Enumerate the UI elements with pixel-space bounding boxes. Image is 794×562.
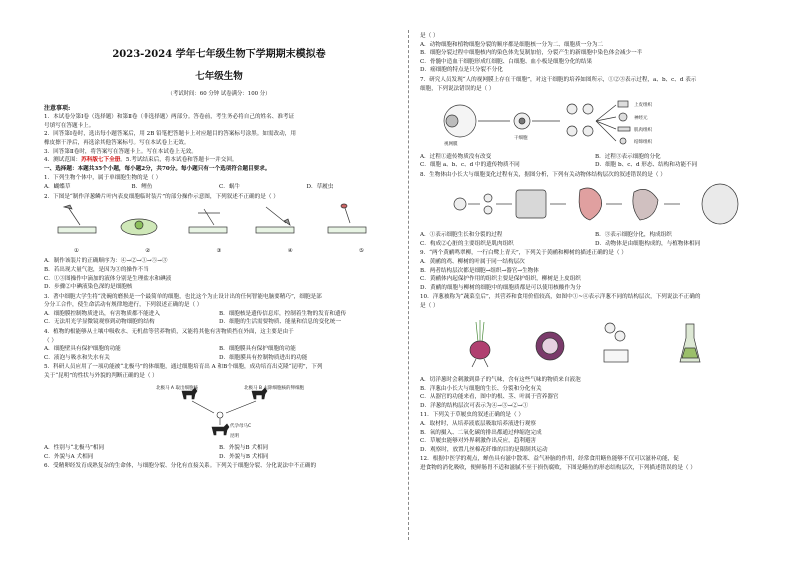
option: A．细胞膜控制物质进出，有害物质都不能进入 xyxy=(44,310,160,317)
option: B．鲤鱼 xyxy=(131,183,153,190)
question-4-options-row2 xyxy=(44,354,394,363)
question-12-line: 12．根据中医学的观点，蝉鱼具有滋中散寒、益气补脑的作用，经常食用鳝鱼能够不仅可以滋补功能，促 xyxy=(420,456,679,463)
option: A．制作该装片的正确顺序为：④→②→①→⑤→③ xyxy=(44,258,168,265)
option: D．草履虫 xyxy=(306,183,334,190)
question-8-options xyxy=(420,231,770,240)
notice-item: 2．回答第Ⅰ卷时，选出每小题答案后，用 2B 铅笔把答题卡上对应题目的答案标号涂黑。如需改动，用 xyxy=(44,131,296,138)
option: C．蜗牛 xyxy=(219,183,241,190)
clone-diagram-illustration xyxy=(44,383,394,439)
question-4-line: （ ） xyxy=(44,337,57,344)
question-12-line: 进食物的消化吸收，便鲜肠胃不适和滋腻不至于损伤腐败，下图是鳝鱼的形态结构层次，下列描述错误的是（ ） xyxy=(420,465,696,471)
question-5-line: 关于“昆明”的性状与外貌的判断正确的是（ ） xyxy=(44,373,158,380)
question-4-line: 4．植物的根能够从土壤中吸收水、无机盐等营养物质，又能将其他有害物质挡在外面，这主要是由于 xyxy=(44,329,294,336)
option: B．③表示细胞分化，构成组织 xyxy=(595,232,672,239)
option: B．氧的摄入、二氧化碳的排出都通过伸缩泡完成 xyxy=(420,429,542,436)
option: D．细胞的生活需要物质、能量和信息的变化统一 xyxy=(219,319,341,326)
notice-item-4 xyxy=(44,156,394,165)
column-divider xyxy=(408,30,409,540)
diagram-label: 上皮组织 xyxy=(634,103,652,109)
option: C．①③图操作中滴加的液体分别是生理盐水和碘液 xyxy=(44,275,172,282)
section-heading: 一、选择题：本题共35个小题，每小题2分，共70分。每小题只有一个选项符合题目要求。 xyxy=(44,165,271,172)
option: D．细胞膜具有控制物质进出的功能 xyxy=(219,354,308,361)
question-3-options-row2 xyxy=(44,318,394,327)
figure-step-labels xyxy=(44,247,394,256)
question-2: 2．下图是“制作洋葱鳞片叶内表皮细胞临时装片”的部分操作示意图，下列叙述不正确的是（ ） xyxy=(44,193,279,200)
option: A．细胞壁具有保护细胞的功能 xyxy=(44,346,121,353)
option: B．若出现大量气泡，是因为③的操作不当 xyxy=(44,266,149,273)
step-label: ④ xyxy=(287,247,293,254)
option: B．两者结构层次都是细胞→组织→器官→生物体 xyxy=(420,267,539,274)
step-label: ⑤ xyxy=(358,247,364,254)
diagram-label: 肌肉组织 xyxy=(634,128,652,134)
step-label: ① xyxy=(74,247,80,254)
step-label: ② xyxy=(145,247,151,254)
clone-label: 北极马 B 去除细胞核的卵细胞 xyxy=(244,385,304,391)
option: C．无法用光学显微镜观察到动物细胞的结构 xyxy=(44,319,155,326)
option: C．细胞 a、b、c、d 中的遗传物质不同 xyxy=(420,162,520,169)
notice-item4-suffix: 。5.考试结束后，将本试卷和答题卡一并交回。 xyxy=(120,157,238,164)
question-11: 11．下列关于草履虫的叙述正确的是（ ） xyxy=(420,412,524,419)
option: D．动物体是由细胞构成的，与植物体相同 xyxy=(595,240,701,247)
option: A．过程①遗传物质没有改变 xyxy=(420,153,492,160)
notice-heading: 注意事项: xyxy=(44,104,71,112)
option: C．液泡与吸水和失水有关 xyxy=(44,354,110,361)
option: B．细胞膜具有保护细胞的功能 xyxy=(219,346,296,353)
option: B．细胞分裂过程中细胞核内的染色体先复制加倍，分裂产生的新细胞中染色体会减少一半 xyxy=(420,50,643,57)
diagram-label: 神经元 xyxy=(634,116,648,122)
option: D．外貌与B 犬相同 xyxy=(219,453,269,460)
option: A．①表示细胞生长和分裂的过程 xyxy=(420,232,503,239)
option: B．洋葱由小长大与细胞的生长、分裂和分化有关 xyxy=(420,385,542,392)
onion-illustration xyxy=(420,312,770,370)
question-6-cont: 是（ ） xyxy=(420,33,439,39)
question-8: 8．生物体由小长大与细胞变化过程有关，据图分析，下列有关动物体结构层次的叙述错误的是（ ） xyxy=(420,171,666,178)
question-10-line: 10．洋葱被称为“蔬菜皇后”，其营养和食用价值较高，如图中①~④表示洋葱不同的结构层次，下列说法不正确的 xyxy=(420,294,701,301)
option: D．步骤②中碘液染色深的是细胞核 xyxy=(44,284,133,291)
right-column xyxy=(420,32,770,473)
option: B．过程③表示细胞的分化 xyxy=(595,153,661,160)
option: D．观察时，放置几丝棉花纤维的目的是限制其运动 xyxy=(420,446,548,453)
option: A．切洋葱时会刺激到鼻子的气味，含有这些气味的物质来自液泡 xyxy=(420,377,581,384)
notice-item: 1．本试卷分第Ⅰ卷（选择题）和第Ⅱ卷（非选择题）两部分。答卷前，考生务必将自己的姓名、准考证 xyxy=(44,114,295,121)
option: B．细胞核是遗传信息库，控制着生物的发育和遗传 xyxy=(219,310,347,317)
question-7-options xyxy=(420,153,770,162)
option: C．构成②心脏的主要组织是肌肉组织 xyxy=(420,240,514,247)
option: C．骨髓中造血干细胞形成红细胞、白细胞、血小板是细胞分化的结果 xyxy=(420,58,593,65)
question-8-options-row2 xyxy=(420,240,770,249)
question-3-options xyxy=(44,310,394,319)
clone-diagram xyxy=(44,383,394,443)
option: A．黄鹂的鸡、柳树的叶属于同一结构层次 xyxy=(420,258,525,265)
option: D．洋葱的结构层次可表示为④→③→②→① xyxy=(420,402,529,409)
stem-cell-diagram xyxy=(420,95,770,151)
exam-subtitle: 七年级生物 xyxy=(195,71,243,82)
option: C．黄鹂体内起保护作用的组织主要是保护组织，柳树是上皮组织 xyxy=(420,276,581,283)
option: A．动物细胞和植物细胞分裂的顺序都是细胞核一分为二、细胞质一分为二 xyxy=(420,41,604,48)
diagram-label: 结缔组织 xyxy=(634,140,652,146)
option: D．癌细胞的特点是只分裂不分化 xyxy=(420,67,503,74)
option: A．取材时，从培养液底层吸取培养液进行观察 xyxy=(420,421,536,428)
question-7-line: 细胞，下列说法错误的是（ ） xyxy=(420,85,495,92)
exam-title: 2023-2024 学年七年级生物下学期期末模拟卷 xyxy=(112,49,326,60)
option: C．从器官的功能来看，图中的根、茎、叶属于营养器官 xyxy=(420,394,559,401)
question-3-line: 分分工合作，使生命活动有规律地进行，下列叙述正确的是（ ） xyxy=(44,302,203,309)
option: C．草履虫能够对外界刺激作出反应，趋利避害 xyxy=(420,438,537,445)
clone-label: 代孕母马C xyxy=(230,423,252,429)
question-3-line: 3．著中细胞大学生将“洗碗的磨损是一个最简单的细胞，也比这个为止设计出的任何智能电脑要精巧”，细胞是部 xyxy=(44,293,322,300)
question-7-options-row2 xyxy=(420,161,770,170)
option: D．黄鹂的细胞与柳树的细胞中的细胞质都是可以使用核酸作为分 xyxy=(420,284,582,291)
clone-label: 昆明 xyxy=(230,433,239,439)
option: C．外貌与A 犬相同 xyxy=(44,453,94,460)
question-7-line: 7．研究人员发现“人的视网膜上存在干细胞”，对这干细胞的培养如图所示，①②③表示过程，a、b、c、d 表示 xyxy=(420,76,697,83)
diagram-label: 干细胞 xyxy=(514,136,528,142)
body-structure-illustration xyxy=(420,182,770,226)
notice-item: 号填写在答题卡上。 xyxy=(44,122,95,129)
body-structure-diagram xyxy=(420,182,770,230)
exam-meta: （考试时间：60 分钟 试卷满分：100 分） xyxy=(167,91,271,97)
question-5-options xyxy=(44,444,394,453)
step-label: ③ xyxy=(216,247,222,254)
question-9-line: 9．“两个黄鹂鸣翠柳，一行白鹭上青天”，下列关于黄鹂和柳树的描述正确的是（ ） xyxy=(420,250,627,257)
notice-scope-highlight: 苏科版七下全册 xyxy=(81,157,121,164)
diagram-label: 视网膜 xyxy=(444,142,458,148)
slide-procedure-illustration xyxy=(44,203,394,243)
onion-diagram xyxy=(420,312,770,374)
question-1-options xyxy=(44,183,394,192)
option: D．细胞 b、c、d 形态、结构和功能不同 xyxy=(595,162,698,169)
question-10-line: 是（ ） xyxy=(420,302,439,309)
question-5-line: 5．科研人员应用了一项功能被“北极马”的体细胞，通过细胞培育出 A 和B个细胞，成功培育出克隆“昆明”，下列 xyxy=(44,364,323,371)
option: A．性别与“北极马”相同 xyxy=(44,445,105,452)
question-1: 1．下列生物个体中，属于单细胞生物的是（ ） xyxy=(44,175,162,182)
clone-label: 北极马 A 取出细胞核 xyxy=(156,385,198,391)
question-6-line: 6．受精卵经发育成熟复杂的生命体，与细胞分裂、分化有直接关系。下列关于细胞分裂、分化说法中不正确的 xyxy=(44,463,317,470)
option: A．蝴蝶草 xyxy=(44,183,71,190)
option: B．外貌与B 犬相同 xyxy=(219,445,269,452)
notice-item: 橡皮擦干净后，再选涂其他答案标号。写在本试卷上无效。 xyxy=(44,139,190,146)
notice-item4-prefix: 4．测试范围： xyxy=(44,157,82,164)
slide-procedure-figure xyxy=(44,203,394,255)
question-5-options-row2 xyxy=(44,453,394,462)
stem-cell-illustration xyxy=(420,95,770,147)
notice-item: 3．回答第Ⅱ卷时，将答案写在答题卡上。写在本试卷上无效。 xyxy=(44,148,197,155)
question-4-options xyxy=(44,345,394,354)
left-column xyxy=(44,34,394,471)
